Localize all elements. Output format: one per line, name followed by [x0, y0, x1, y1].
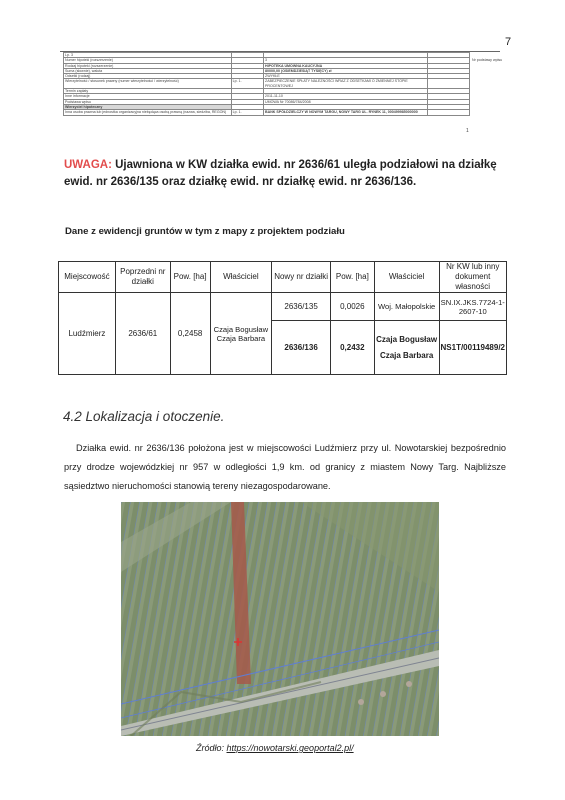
cell-previous-plot: 2636/61	[115, 293, 170, 375]
register-cell: Wierzyciel hipoteczny	[64, 104, 232, 109]
register-cell	[427, 79, 469, 89]
cell-new-plot: 2636/136	[272, 321, 331, 375]
subsection-heading: 4.2 Lokalizacja i otoczenie.	[63, 409, 225, 424]
header-previous-plot: Poprzedni nr działki	[115, 262, 170, 293]
warning-label: UWAGA:	[64, 159, 112, 171]
cell-previous-area: 0,2458	[170, 293, 210, 375]
register-cell: UMOWA Nr 70086/784/2008	[264, 99, 428, 104]
page-number: 7	[505, 36, 512, 48]
cell-previous-owner: Czaja Bogusław Czaja Barbara	[210, 293, 272, 375]
register-cell: Suma (słownie), waluta	[64, 68, 232, 73]
cell-new-area: 0,0026	[330, 293, 374, 321]
map-source-caption	[196, 743, 354, 753]
register-cell: 2011-11-10	[264, 94, 428, 99]
location-paragraph: Działka ewid. nr 2636/136 położona jest w miejscowości Ludźmierz przy ul. Nowotarskiej bezpośrednio przy drodze wojewódzkiej nr 957 w odległości 1,9 km. od granicy z miastem Nowy Targ. Najbliższe sąsiedztwo nieruchomości stanowią tereny niezagospodarowane.	[64, 443, 506, 491]
register-cell: Termin zapłaty	[64, 89, 232, 94]
section-title: Dane z ewidencji gruntów w tym z mapy z projektem podziału	[65, 226, 345, 237]
mortgage-register-table	[63, 52, 470, 116]
warning-text: Ujawniona w KW działka ewid. nr 2636/61 uległa podziałowi na działkę ewid. nr 2636/135 oraz działkę ewid. nr działkę ewid. nr 2636/136.	[64, 159, 497, 188]
register-cell: HIPOTEKA UMOWNA KAUCYJNA	[264, 63, 428, 68]
header-previous-owner: Właściciel	[210, 262, 272, 293]
register-cell: Lp. 1.	[231, 79, 263, 89]
land-records-table	[58, 261, 507, 375]
source-label: Źródło:	[196, 743, 227, 753]
register-cell: BANK SPÓŁDZIELCZY W NOWYM TARGU, NOWY TARG UL. RYNEK 11, 000499985000000	[264, 110, 428, 115]
register-side-mark: 1	[466, 128, 469, 134]
header-new-area: Pow. [ha]	[330, 262, 374, 293]
cell-new-owner: Czaja Bogusław Czaja Barbara	[374, 321, 439, 375]
register-cell: Inne informacje	[64, 94, 232, 99]
register-row	[64, 110, 470, 115]
register-cell: Podstawa wpisu	[64, 99, 232, 104]
cell-new-plot: 2636/135	[272, 293, 331, 321]
header-document: Nr KW lub inny dokument własności	[439, 262, 507, 293]
register-cell: 80000,00 (OSIEMDZIESIĄT TYSIĘCY) zł	[264, 68, 428, 73]
cell-new-owner: Woj. Małopolskie	[374, 293, 439, 321]
source-link[interactable]: https://nowotarski.geoportal2.pl/	[226, 743, 354, 753]
aerial-map-image	[121, 502, 439, 736]
register-side-note: Nr podstawy wpisu	[472, 58, 503, 62]
cell-new-area: 0,2432	[330, 321, 374, 375]
register-cell: 3	[264, 58, 428, 63]
header-new-owner: Właściciel	[374, 262, 439, 293]
cell-locality: Ludźmierz	[59, 293, 116, 375]
register-cell: Odsetki (rodzaj)	[64, 74, 232, 79]
register-cell: Inna osoba prawna lub jednostka organizacyjna niebędąca osobą prawną (nazwa, siedziba, REGON)	[64, 110, 232, 115]
register-cell: Lp. 1.	[231, 110, 263, 115]
register-cell: Numer hipoteki (rozszerzenie)	[64, 58, 232, 63]
header-previous-area: Pow. [ha]	[170, 262, 210, 293]
register-cell	[427, 110, 469, 115]
register-cell: Wierzytelność / stosunek prawny (numer wierzytelności / wierzytelność)	[64, 79, 232, 89]
land-table-row	[59, 293, 507, 321]
register-cell: ZWYKŁE	[264, 74, 428, 79]
cell-document: NS1T/00119489/2	[439, 321, 507, 375]
register-row	[64, 79, 470, 89]
register-cell: Lp. 3	[64, 53, 232, 58]
land-table-header-row	[59, 262, 507, 293]
header-locality: Miejscowość	[59, 262, 116, 293]
register-cell: Rodzaj hipoteki (rozszerzenie)	[64, 63, 232, 68]
register-cell: ZABEZPIECZENIE SPŁATY NALEŻNOŚCI WRAZ Z ODSETKAMI O ZMIENNEJ STOPIE PROCENTOWEJ	[264, 79, 428, 89]
warning-note	[64, 157, 516, 191]
cell-document: SN.IX.JKS.7724-1-2607-10	[439, 293, 507, 321]
header-new-plot: Nowy nr działki	[272, 262, 331, 293]
